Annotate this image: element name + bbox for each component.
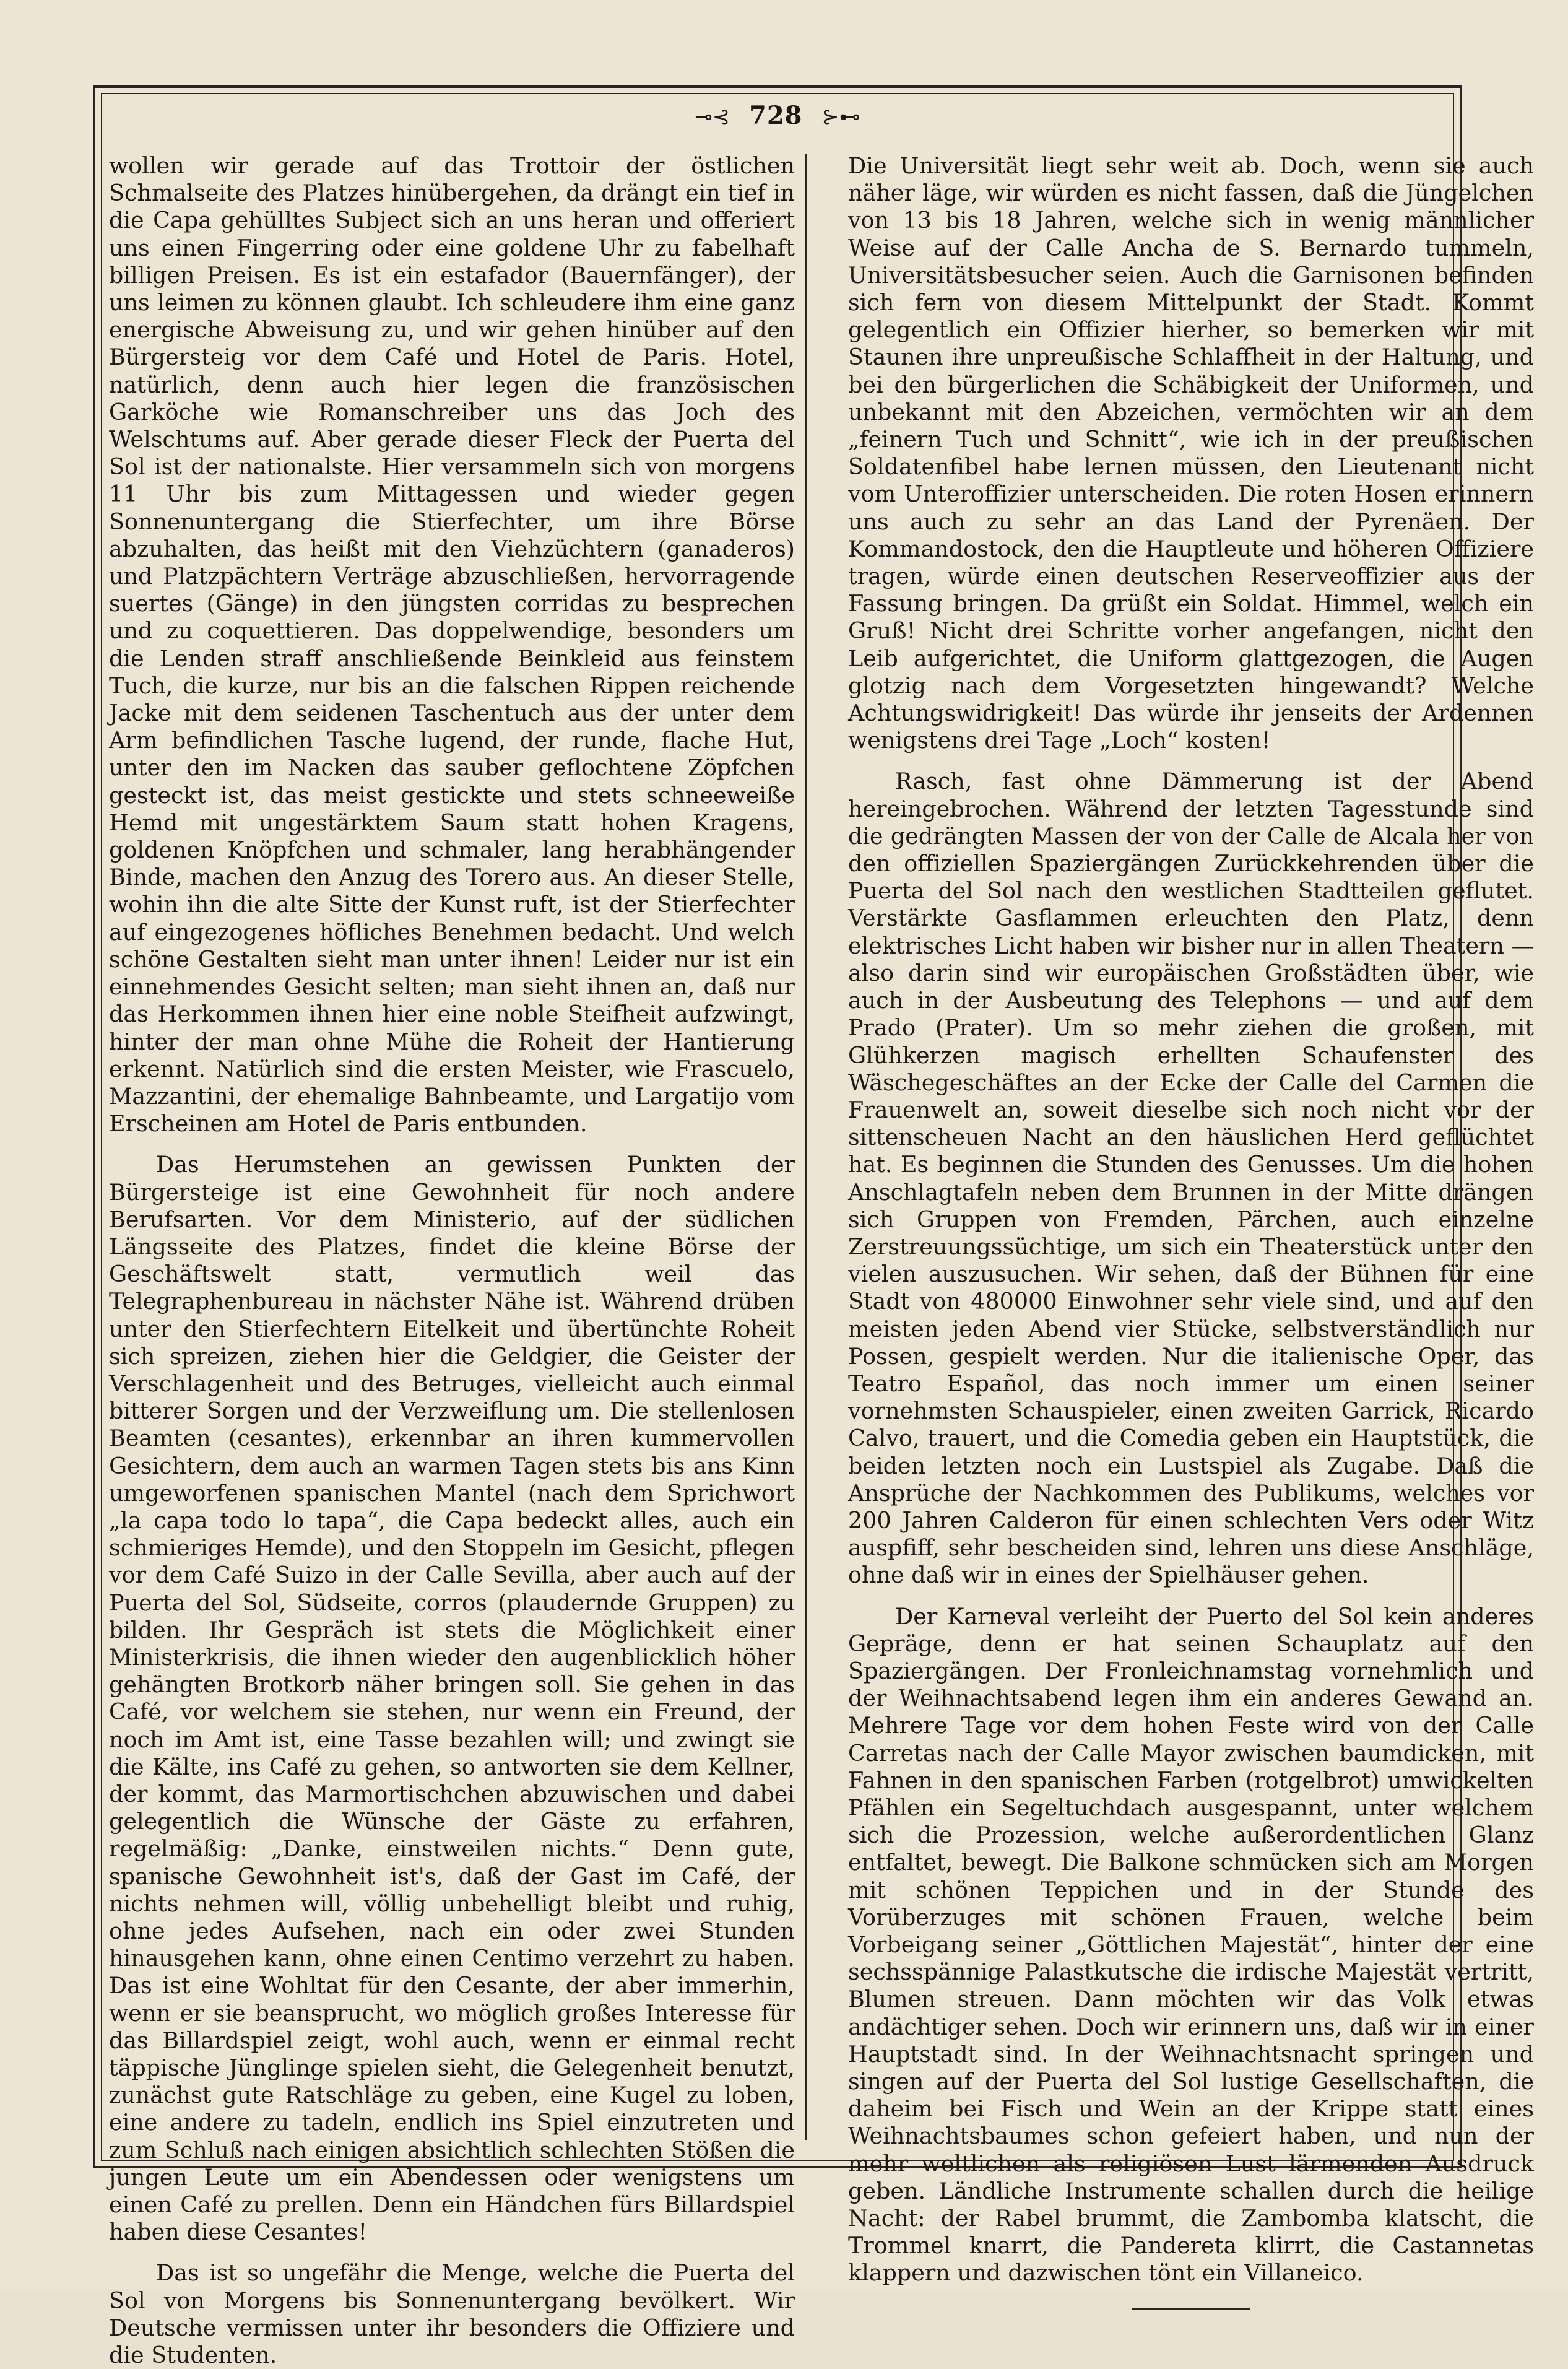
header-ornament-right: ⊱⊷ [821, 105, 860, 129]
header-ornament-left: ⊸⊰ [695, 105, 730, 129]
right-paragraph-1: Die Universität liegt sehr weit ab. Doch, wenn sie auch näher läge, wir würden es nicht fassen, daß die Jüngelchen von 13 bis 18 Jahren, welche sich in wenig männlicher Weise auf der Calle Ancha de S. Bernardo tummeln, Universitätsbesucher seien. Auch die Garnisonen befinden sich fern von diesem Mittelpunkt der Stadt. Kommt gelegentlich ein Offizier hierher, so bemerken wir mit Staunen ihre unpreußische Schlaffheit in der Haltung, und bei den bürgerlichen die Schäbigkeit der Uniformen, und unbekannt mit den Abzeichen, vermöchten wir an dem „feinern Tuch und Schnitt“, wie ich in der preußischen Soldatenfibel habe lernen müssen, den Lieutenant nicht vom Unteroffizier unterscheiden. Die roten Hosen erinnern uns auch zu sehr an das Land der Pyrenäen. Der Kommandostock, den die Hauptleute und höheren Offiziere tragen, würde einen deutschen Reserveoffizier aus der Fassung bringen. Da grüßt ein Soldat. Himmel, welch ein Gruß! Nicht drei Schritte vorher angefangen, nicht den Leib aufgerichtet, die Uniform glattgezogen, die Augen glotzig nach dem Vorgesetzten hingewandt? Welche Achtungswidrigkeit! Das würde ihr jenseits der Ardennen wenigstens drei Tage „Loch“ kosten! [848, 152, 1534, 754]
right-paragraph-3: Der Karneval verleiht der Puerto del Sol kein anderes Gepräge, denn er hat seinen Schauplatz auf den Spaziergängen. Der Fronleichnamstag vornehmlich und der Weihnachtsabend legen ihm ein anderes Gewand an. Mehrere Tage vor dem hohen Feste wird von der Calle Carretas nach der Calle Mayor zwischen baumdicken, mit Fahnen in den spanischen Farben (rotgelbrot) umwickelten Pfählen ein Segeltuchdach ausgespannt, unter welchem sich die Prozession, welche außerordentlichen Glanz entfaltet, bewegt. Die Balkone schmücken sich am Morgen mit schönen Teppichen und in der Stunde des Vorüberzuges mit schönen Frauen, welche beim Vorbeigang seiner „Göttlichen Majestät“, hinter der eine sechsspännige Palastkutsche die irdische Majestät vertritt, Blumen streuen. Dann möchten wir das Volk etwas andächtiger sehen. Doch wir erinnern uns, daß wir in einer Hauptstadt sind. In der Weihnachtsnacht springen und singen auf der Puerta del Sol lustige Gesellschaften, die daheim bei Fisch und Wein an der Krippe statt eines Weihnachtsbaumes schon gefeiert haben, und nun der mehr weltlichen als religiösen Lust lärmenden Ausdruck geben. Ländliche Instrumente schallen durch die heilige Nacht: der Rabel brummt, die Zambomba klatscht, die Trommel knarrt, die Pandereta klirrt, die Castannetas klappern und dazwischen tönt ein Villaneico. [848, 1602, 1534, 2287]
left-paragraph-1: wollen wir gerade auf das Trottoir der östlichen Schmalseite des Platzes hinübergehen, da drängt ein tief in die Capa gehülltes Subject sich an uns heran und offeriert uns einen Fingerring oder eine goldene Uhr zu fabelhaft billigen Preisen. Es ist ein estafador (Bauernfänger), der uns leimen zu können glaubt. Ich schleudere ihm eine ganz energische Abweisung zu, und wir gehen hinüber auf den Bürgersteig vor dem Café und Hotel de Paris. Hotel, natürlich, denn auch hier legen die französischen Garköche wie Romanschreiber uns das Joch des Welschtums auf. Aber gerade dieser Fleck der Puerta del Sol ist der nationalste. Hier versammeln sich von morgens 11 Uhr bis zum Mittagessen und wieder gegen Sonnenuntergang die Stierfechter, um ihre Börse abzuhalten, das heißt mit den Viehzüchtern (ganaderos) und Platzpächtern Verträge abzuschließen, hervorragende suertes (Gänge) in den jüngsten corridas zu besprechen und zu coquettieren. Das doppelwendige, besonders um die Lenden straff anschließende Beinkleid aus feinstem Tuch, die kurze, nur bis an die falschen Rippen reichende Jacke mit dem seidenen Taschentuch aus der unter dem Arm befindlichen Tasche lugend, der runde, flache Hut, unter den im Nacken das sauber geflochtene Zöpfchen gesteckt ist, das meist gestickte und stets schneeweiße Hemd mit ungestärktem Saum statt hohen Kragens, goldenen Knöpfchen und schmaler, lang herabhängender Binde, machen den Anzug des Torero aus. An dieser Stelle, wohin ihn die alte Sitte der Kunst ruft, ist der Stierfechter auf eingezogenes höfliches Benehmen bedacht. Und welch schöne Gestalten sieht man unter ihnen! Leider nur ist ein einnehmendes Gesicht selten; man sieht ihnen an, daß nur das Herkommen ihnen hier eine noble Steifheit aufzwingt, hinter der man ohne Mühe die Roheit der Hantierung erkennt. Natürlich sind die ersten Meister, wie Frascuelo, Mazzantini, der ehemalige Bahnbeamte, und Largatijo vom Erscheinen am Hotel de Paris entbunden. [109, 152, 795, 1137]
left-paragraph-2: Das Herumstehen an gewissen Punkten der Bürgersteige ist eine Gewohnheit für noch andere Berufsarten. Vor dem Ministerio, auf der südlichen Längsseite des Platzes, findet die kleine Börse der Geschäftswelt statt, vermutlich weil das Telegraphenbureau in nächster Nähe ist. Während drüben unter den Stierfechtern Eitelkeit und übertünchte Roheit sich spreizen, ziehen hier die Geldgier, die Geister der Verschlagenheit und des Betruges, vielleicht auch einmal bitterer Sorgen und der Verzweiflung um. Die stellenlosen Beamten (cesantes), erkennbar an ihren kummervollen Gesichtern, dem auch an warmen Tagen stets bis ans Kinn umgeworfenen spanischen Mantel (nach dem Sprichwort „la capa todo lo tapa“, die Capa bedeckt alles, auch ein schmieriges Hemde), und den Stoppeln im Gesicht, pflegen vor dem Café Suizo in der Calle Sevilla, aber auch auf der Puerta del Sol, Südseite, corros (plaudernde Gruppen) zu bilden. Ihr Gespräch ist stets die Möglichkeit einer Ministerkrisis, die ihnen wieder den augenblicklich höher gehängten Brotkorb näher bringen soll. Sie gehen in das Café, vor welchem sie stehen, nur wenn ein Freund, der noch im Amt ist, eine Tasse bezahlen will; und zwingt sie die Kälte, ins Café zu gehen, so antworten sie dem Kellner, der kommt, das Marmortischchen abzuwischen und dabei gelegentlich die Wünsche der Gäste zu erfahren, regelmäßig: „Danke, einstweilen nichts.“ Denn gute, spanische Gewohnheit ist's, daß der Gast im Café, der nichts nehmen will, völlig unbehelligt bleibt und ruhig, ohne jedes Aufsehen, nach ein oder zwei Stunden hinausgehen kann, ohne einen Centimo verzehrt zu haben. Das ist eine Wohltat für den Cesante, der aber immerhin, wenn er sie beansprucht, wo möglich großes Interesse für das Billardspiel zeigt, wohl auch, wenn er einmal recht täppische Jünglinge spielen sieht, die Gelegenheit benutzt, zunächst gute Ratschläge zu geben, eine Kugel zu loben, eine andere zu tadeln, endlich ins Spiel einzutreten und zum Schluß nach einigen absichtlich schlechten Stößen die jungen Leute um ein Abendessen oder wenigstens um einen Café zu prellen. Denn ein Händchen fürs Billardspiel haben diese Cesantes! [109, 1151, 795, 2246]
article-end-rule [1132, 2308, 1250, 2310]
left-column [109, 152, 795, 2369]
page-number: 728 [748, 101, 803, 130]
left-paragraph-3: Das ist so ungefähr die Menge, welche die Puerta del Sol von Morgens bis Sonnenuntergang bevölkert. Wir Deutsche vermissen unter ihr besonders die Offiziere und die Studenten. [109, 2259, 795, 2369]
right-column [848, 152, 1534, 2310]
page-header [101, 100, 1454, 133]
column-divider [805, 154, 807, 2140]
right-paragraph-2: Rasch, fast ohne Dämmerung ist der Abend hereingebrochen. Während der letzten Tagesstunde sind die gedrängten Massen der von der Calle de Alcala her von den offiziellen Spaziergängen Zurückkehrenden über die Puerta del Sol nach den westlichen Stadtteilen geflutet. Verstärkte Gasflammen erleuchten den Platz, denn elektrisches Licht haben wir bisher nur in allen Theatern — also darin sind wir europäischen Großstädten über, wie auch in der Ausbeutung des Telephons — und auf dem Prado (Prater). Um so mehr ziehen die großen, mit Glühkerzen magisch erhellten Schaufenster des Wäschegeschäftes an der Ecke der Calle del Carmen die Frauenwelt an, soweit dieselbe sich noch nicht vor der sittenscheuen Nacht an den häuslichen Herd geflüchtet hat. Es beginnen die Stunden des Genusses. Um die hohen Anschlagtafeln neben dem Brunnen in der Mitte drängen sich Gruppen von Fremden, Pärchen, auch einzelne Zerstreuungssüchtige, um sich ein Theaterstück unter den vielen auszusuchen. Wir sehen, daß der Bühnen für eine Stadt von 480000 Einwohner sehr viele sind, und auf den meisten jeden Abend vier Stücke, selbstverständlich nur Possen, gespielt werden. Nur die italienische Oper, das Teatro Español, das noch immer um einen seiner vornehmsten Schauspieler, einen zweiten Garrick, Ricardo Calvo, trauert, und die Comedia geben ein Hauptstück, die beiden letzten noch ein Lustspiel als Zugabe. Daß die Ansprüche der Nachkommen des Publikums, welches vor 200 Jahren Calderon für einen schlechten Vers oder Witz auspfiff, sehr bescheiden sind, lehren uns diese Anschläge, ohne daß wir in eines der Spielhäuser gehen. [848, 768, 1534, 1589]
